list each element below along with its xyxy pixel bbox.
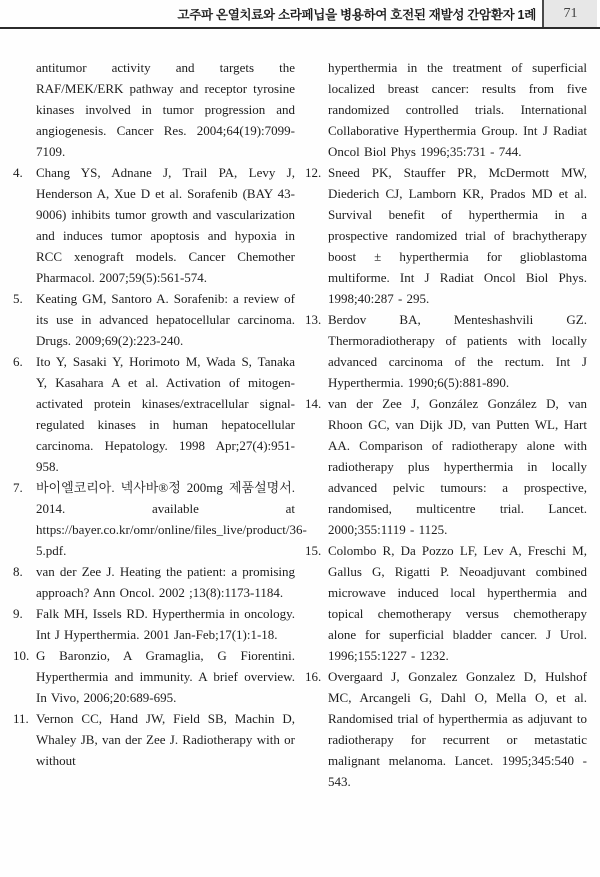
page-number: 71 xyxy=(563,5,578,21)
references-column-right xyxy=(305,57,587,792)
header-rule xyxy=(0,27,600,29)
reference-item xyxy=(13,561,295,603)
reference-item xyxy=(13,288,295,351)
reference-item xyxy=(305,309,587,393)
reference-text: Berdov BA, Menteshashvili GZ. Thermoradiotherapy of patients with locally advanced carcinoma of the rectum. Int J Hyperthermia. 1990;6(5):881-890. xyxy=(328,312,587,390)
reference-item xyxy=(13,603,295,645)
reference-item xyxy=(305,666,587,792)
running-head-title: 고주파 온열치료와 소라페닙을 병용하여 호전된 재발성 간암환자 1례 xyxy=(177,8,536,22)
reference-text: G Baronzio, A Gramaglia, G Fiorentini. Hyperthermia and immunity. A brief overview. In Vivo, 2006;20:689-695. xyxy=(36,648,295,705)
reference-text: Colombo R, Da Pozzo LF, Lev A, Freschi M, Gallus G, Rigatti P. Neoadjuvant combined microwave induced local hyperthermia and topical chemotherapy versus chemotherapy alone for superficial bladder cancer. J Urol. 1996;155:1227 - 1232. xyxy=(328,543,587,663)
running-head xyxy=(0,0,600,27)
reference-item xyxy=(13,645,295,708)
reference-text: van der Zee J. Heating the patient: a promising approach? Ann Oncol. 2002 ;13(8):1173-1184. xyxy=(36,564,295,600)
reference-number: 10. xyxy=(13,648,30,663)
reference-item xyxy=(305,540,587,666)
reference-item xyxy=(13,351,295,477)
reference-item xyxy=(13,477,307,561)
reference-item xyxy=(13,708,295,771)
reference-number: 13. xyxy=(305,312,322,327)
reference-number: 16. xyxy=(305,669,322,684)
reference-text: van der Zee J, González González D, van Rhoon GC, van Dijk JD, van Putten WL, Hart AA. Comparison of radiotherapy alone with radiotherapy plus hyperthermia in locally advanced pelvic tumours: a prospective, randomised, multicentre trial. Lancet. 2000;355:1119 - 1125. xyxy=(328,396,587,537)
reference-text: Keating GM, Santoro A. Sorafenib: a review of its use in advanced hepatocellular carcinoma. Drugs. 2009;69(2):223-240. xyxy=(36,291,295,348)
reference-number: 7. xyxy=(13,480,23,495)
reference-number: 15. xyxy=(305,543,322,558)
reference-number: 5. xyxy=(13,291,23,306)
reference-text: Chang YS, Adnane J, Trail PA, Levy J, Henderson A, Xue D et al. Sorafenib (BAY 43-9006) inhibits tumor growth and vascularization and induces tumor apoptosis and hypoxia in RCC xenograft models. Cancer Chemother Pharmacol. 2007;59(5):561-574. xyxy=(36,165,295,285)
reference-item xyxy=(13,57,295,162)
reference-item xyxy=(305,162,587,309)
reference-number: 14. xyxy=(305,396,322,411)
reference-number: 9. xyxy=(13,606,23,621)
reference-text: antitumor activity and targets the RAF/MEK/ERK pathway and receptor tyrosine kinases involved in tumor progression and angiogenesis. Cancer Res. 2004;64(19):7099-7109. xyxy=(36,60,295,159)
reference-number: 8. xyxy=(13,564,23,579)
reference-text: Sneed PK, Stauffer PR, McDermott MW, Diederich CJ, Lamborn KR, Prados MD et al. Survival benefit of hyperthermia in a prospective randomized trial of brachytherapy boost ± hyperthermia for glioblastoma multiforme. Int J Radiat Oncol Biol Phys. 1998;40:287 - 295. xyxy=(328,165,587,306)
reference-number: 4. xyxy=(13,165,23,180)
references-column-left xyxy=(13,57,307,792)
reference-text: Falk MH, Issels RD. Hyperthermia in oncology. Int J Hyperthermia. 2001 Jan-Feb;17(1):1-18. xyxy=(36,606,295,642)
reference-item xyxy=(305,393,587,540)
reference-text: Overgaard J, Gonzalez Gonzalez D, Hulshof MC, Arcangeli G, Dahl O, Mella O, et al. Randomised trial of hyperthermia as adjuvant to radiotherapy for recurrent or metastatic malignant melanoma. Lancet. 1995;345:540 - 543. xyxy=(328,669,587,789)
reference-text: Ito Y, Sasaki Y, Horimoto M, Wada S, Tanaka Y, Kasahara A et al. Activation of mitogen-activated protein kinases/extracellular signal-regulated kinases in human hepatocellular carcinoma. Hepatology. 1998 Apr;27(4):951-958. xyxy=(36,354,295,474)
references-section xyxy=(13,57,587,792)
reference-number: 6. xyxy=(13,354,23,369)
reference-number: 11. xyxy=(13,711,29,726)
reference-number: 12. xyxy=(305,165,322,180)
reference-text: hyperthermia in the treatment of superficial localized breast cancer: results from five randomized controlled trials. International Collaborative Hyperthermia Group. Int J Radiat Oncol Biol Phys 1996;35:731 - 744. xyxy=(328,60,587,159)
reference-item xyxy=(305,57,587,162)
page-number-box xyxy=(542,0,597,27)
reference-item xyxy=(13,162,295,288)
reference-text: 바이엘코리아. 넥사바®정 200mg 제품설명서. 2014. available at https://bayer.co.kr/omr/online/files_live/product/36-5.pdf. xyxy=(36,480,307,558)
reference-text: Vernon CC, Hand JW, Field SB, Machin D, Whaley JB, van der Zee J. Radiotherapy with or without xyxy=(36,711,295,768)
